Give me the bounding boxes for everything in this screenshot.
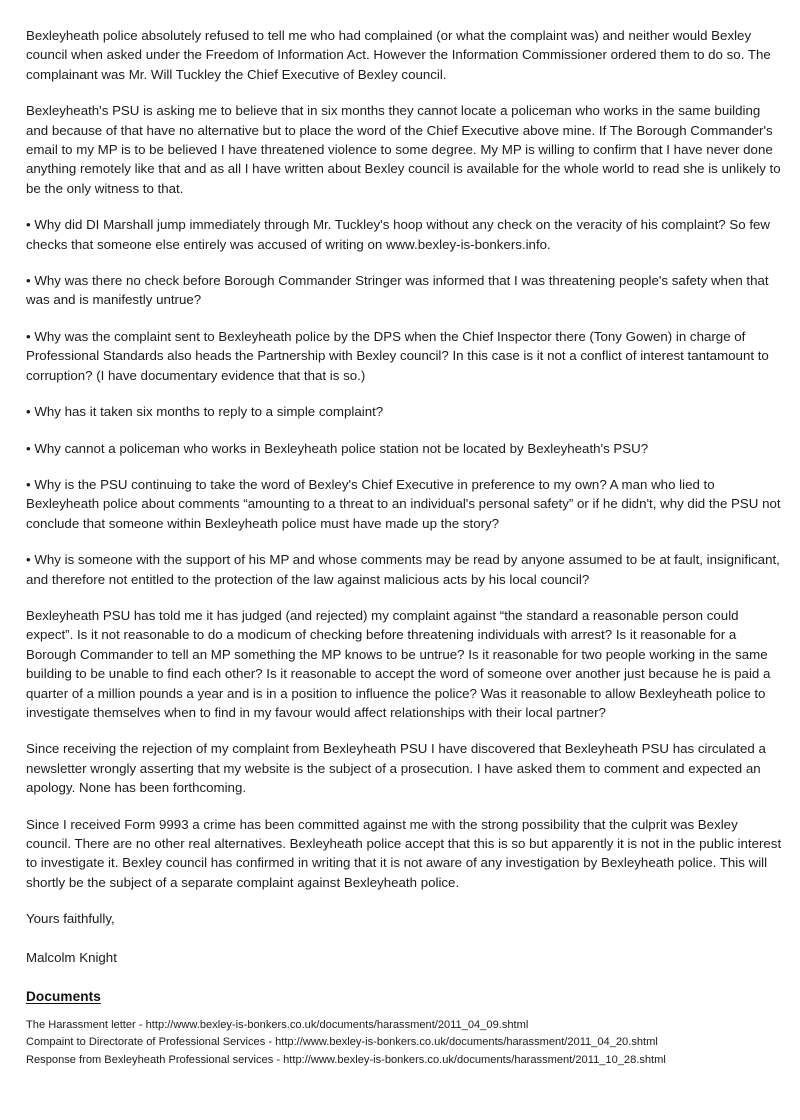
paragraph-psu-belief: Bexleyheath's PSU is asking me to believe that in six months they cannot locate a policeman who works in the same building and because of that have no alternative but to place the word of the Chief Executive above mine. If The Borough Commander's email to my MP is to be believed I have threatened violence to some degree. My MP is willing to confirm that I have never done anything remotely like that and as all I have written about Bexley council is available for the whole world to read she is unlikely to be the only witness to that. <box>26 103 781 196</box>
bullet-question-psu-word: • Why is the PSU continuing to take the word of Bexley's Chief Executive in preference to my own? A man who lied to Bexleyheath police about comments “amounting to a threat to an individual's personal safety” or if he didn't, why did the PSU not conclude that someone within Bexleyheath police must have made up the story? <box>26 476 781 531</box>
paragraph-newsletter: Since receiving the rejection of my complaint from Bexleyheath PSU I have discovered that Bexleyheath PSU has circulated a newsletter wrongly asserting that my website is the subject of a prosecution. I have asked them to comment and expected an apology. None has been forthcoming. <box>26 741 766 796</box>
bullet-question-stringer: • Why was there no check before Borough Commander Stringer was informed that I was threatening people's safety when that was and is manifestly untrue? <box>26 273 769 308</box>
paragraph-reasonable-standard: Bexleyheath PSU has told me it has judged (and rejected) my complaint against “the standard a reasonable person could expect”. Is it not reasonable to do a modicum of checking before threatening individuals with arrest? Is it reasonable for a Borough Commander to tell an MP something the MP knows to be untrue? Is it reasonable for two people working in the same building to be unable to find each other? Is it reasonable to accept the word of someone over another just because he is paid a quarter of a million pounds a year and is in a position to influence the police? Was it reasonable to allow Bexleyheath police to investigate themselves when to find in my favour would affect relationships with their local partner? <box>26 607 771 720</box>
document-link-harassment-letter[interactable]: The Harassment letter - http://www.bexley-is-bonkers.co.uk/documents/harassment/2011_04_09.shtml <box>26 1019 529 1032</box>
signoff-text: Yours faithfully, <box>26 911 115 927</box>
signature-name: Malcolm Knight <box>26 949 117 965</box>
document-link-complaint-dps[interactable]: Compaint to Directorate of Professional Services - http://www.bexley-is-bonkers.co.uk/documents/harassment/2011_04_20.shtml <box>26 1036 658 1049</box>
signature-spacer <box>26 929 780 948</box>
documents-heading-row <box>26 967 780 1017</box>
bullet-question-six-months: • Why has it taken six months to reply to a simple complaint? <box>26 404 384 420</box>
bullet-question-marshall: • Why did DI Marshall jump immediately through Mr. Tuckley's hoop without any check on the veracity of his complaint? So few checks that someone else entirely was accused of writing on www.bexley-is-bonkers.info. <box>26 217 771 252</box>
document-link-response-professional-services[interactable]: Response from Bexleyheath Professional services - http://www.bexley-is-bonkers.co.uk/documents/harassment/2011_10_28.shtml <box>26 1053 666 1066</box>
documents-heading: Documents <box>26 989 101 1005</box>
paragraph-form-9993: Since I received Form 9993 a crime has been committed against me with the strong possibility that the culprit was Bexley council. There are no other real alternatives. Bexleyheath police accept that this is so but apparently it is not in the public interest to investigate it. Bexley council has confirmed in writing that it is not aware of any investigation by Bexleyheath police. This will shortly be the subject of a separate complaint against Bexleyheath police. <box>26 816 782 890</box>
bullet-question-mp-support: • Why is someone with the support of his MP and whose comments may be read by anyone assumed to be at fault, insignificant, and therefore not entitled to the protection of the law against malicious acts by his local council? <box>26 552 780 587</box>
paragraph-intro: Bexleyheath police absolutely refused to tell me who had complained (or what the complaint was) and neither would Bexley council when asked under the Freedom of Information Act. However the Information Commissioner ordered them to do so. The complainant was Mr. Will Tuckley the Chief Executive of Bexley council. <box>26 28 771 82</box>
bullet-question-locate-policeman: • Why cannot a policeman who works in Bexleyheath police station not be located by Bexleyheath's PSU? <box>26 440 649 456</box>
documents-list <box>26 1017 780 1069</box>
bullet-question-dps-gowen: • Why was the complaint sent to Bexleyheath police by the DPS when the Chief Inspector there (Tony Gowen) in charge of Professional Standards also heads the Partnership with Bexley council? In this case is it not a conflict of interest tantamount to corruption? (I have documentary evidence that that is so.) <box>26 328 769 383</box>
